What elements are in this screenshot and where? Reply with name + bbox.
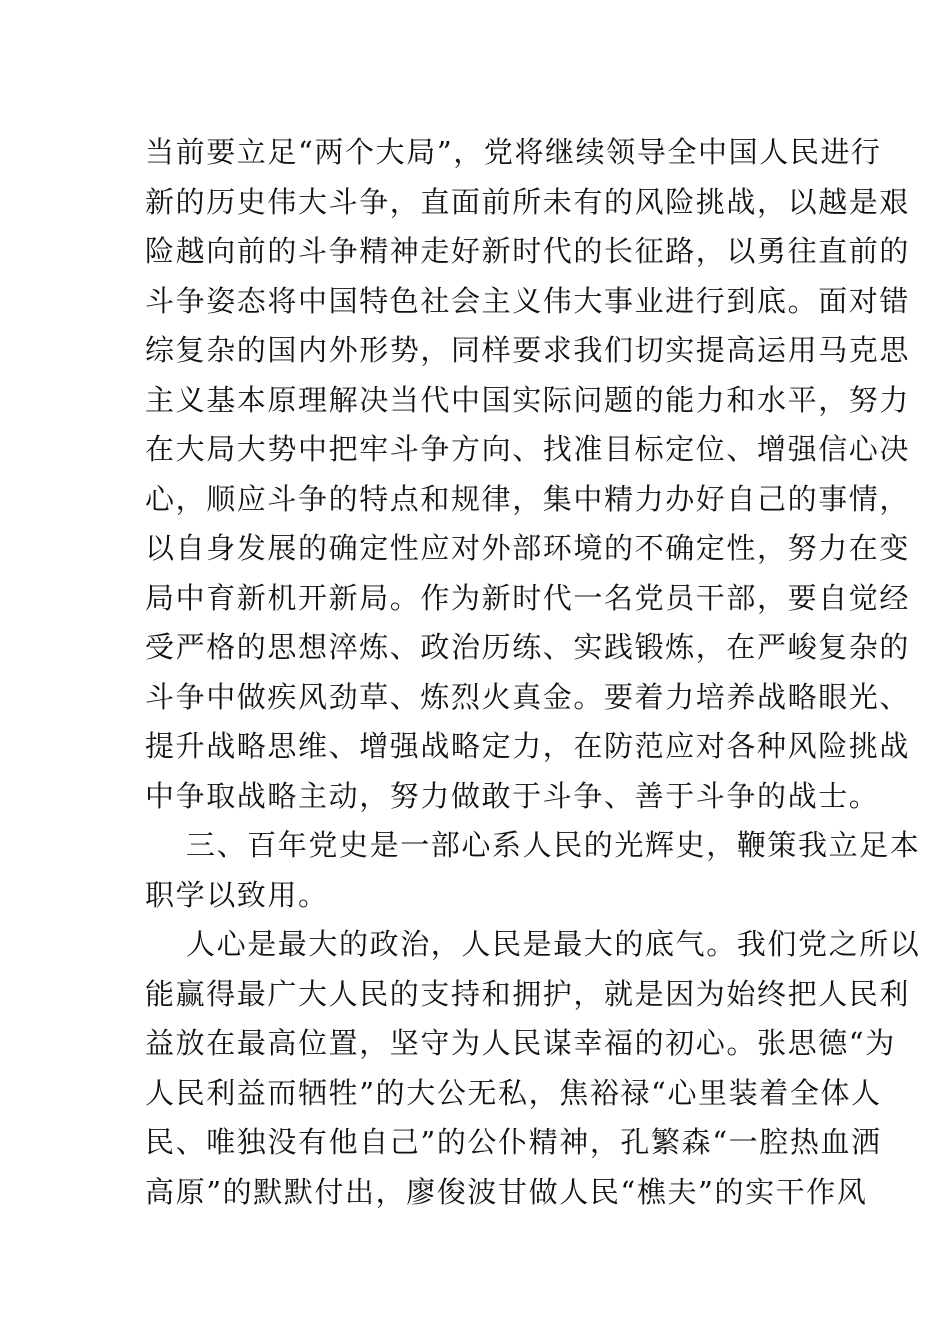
text-line: 能赢得最广大人民的支持和拥护，就是因为始终把人民利 (145, 976, 911, 1011)
text-line: 主义基本原理解决当代中国实际问题的能力和水平，努力 (145, 382, 911, 417)
text-line: 受严格的思想淬炼、政治历练、实践锻炼，在严峻复杂的 (145, 630, 911, 664)
text-line: 益放在最高位置，坚守为人民谋幸福的初心。张思德“为 (145, 1026, 896, 1060)
text-line: 中争取战略主动，努力做敢于斗争、善于斗争的战士。 (145, 778, 880, 813)
text-line: 险越向前的斗争精神走好新时代的长征路，以勇往直前的 (145, 234, 911, 268)
text-line: 在大局大势中把牢斗争方向、找准目标定位、增强信心决 (145, 432, 911, 466)
text-line: 斗争姿态将中国特色社会主义伟大事业进行到底。面对错 (145, 283, 911, 318)
text-line: 新的历史伟大斗争，直面前所未有的风险挑战，以越是艰 (145, 184, 911, 219)
text-line: 人民利益而牺牲”的大公无私，焦裕禄“心里装着全体人 (145, 1075, 882, 1110)
paragraph-continued (145, 128, 911, 821)
paragraph (145, 920, 921, 1217)
heading-line: 职学以致用。 (145, 877, 329, 912)
text-line: 斗争中做疾风劲草、炼烈火真金。要着力培养战略眼光、 (145, 679, 911, 714)
text-line: 以自身发展的确定性应对外部环境的不确定性，努力在变 (145, 531, 911, 565)
text-line: 高原”的默默付出，廖俊波甘做人民“樵夫”的实干作风 (145, 1174, 868, 1209)
text-line: 民、唯独没有他自己”的公仆精神，孔繁森“一腔热血洒 (145, 1125, 882, 1159)
text-line: 心，顺应斗争的特点和规律，集中精力办好自己的事情， (145, 481, 911, 516)
text-line: 人心是最大的政治，人民是最大的底气。我们党之所以 (186, 927, 921, 961)
text-line: 局中育新机开新局。作为新时代一名党员干部，要自觉经 (145, 580, 911, 615)
body-text (145, 128, 921, 1217)
section-heading-3 (145, 821, 921, 920)
text-line: 提升战略思维、增强战略定力，在防范应对各种风险挑战 (145, 729, 911, 763)
heading-line: 三、百年党史是一部心系人民的光辉史，鞭策我立足本 (186, 828, 921, 862)
text-line: 当前要立足“两个大局”，党将继续领导全中国人民进行 (145, 135, 882, 169)
text-line: 综复杂的国内外形势，同样要求我们切实提高运用马克思 (145, 333, 911, 367)
